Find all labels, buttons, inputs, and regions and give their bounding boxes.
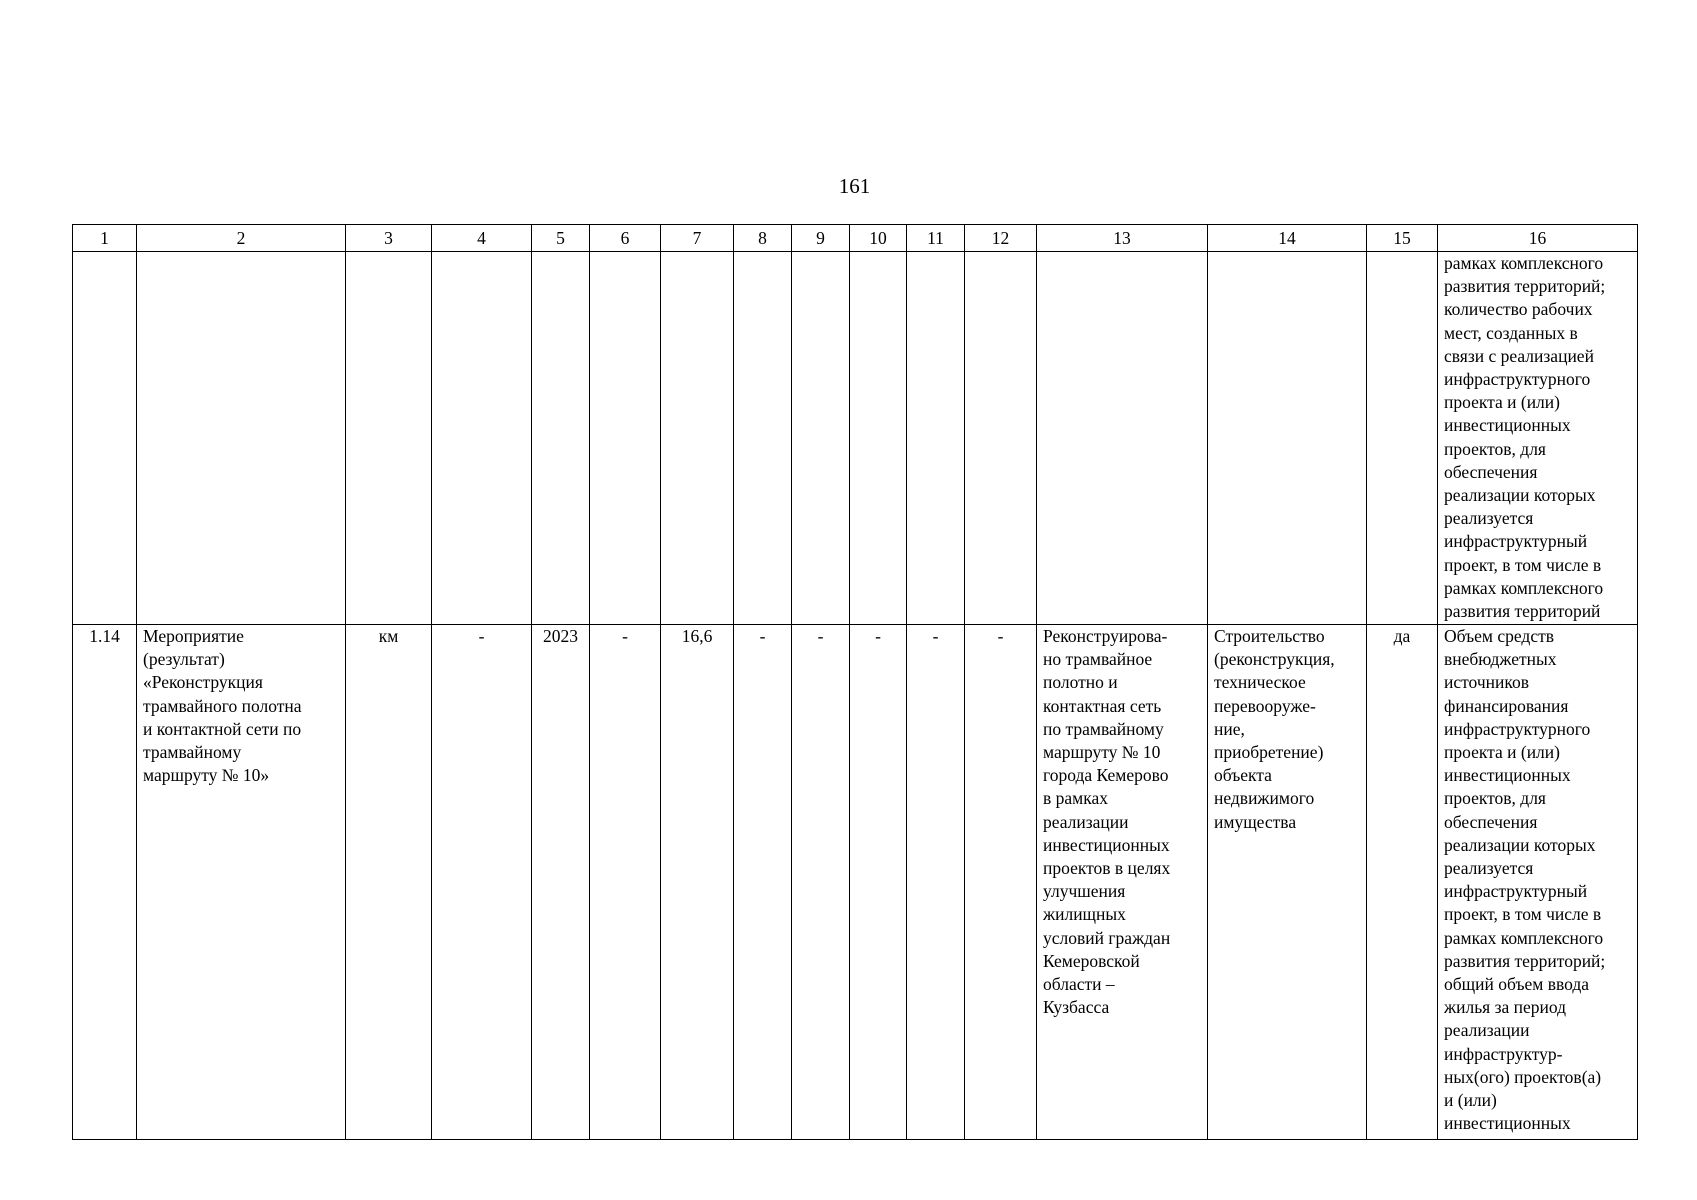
column-header: 7 [661,225,734,252]
table-cell: - [965,625,1037,1140]
column-header: 13 [1037,225,1208,252]
table-cell [907,252,965,625]
table-cell [965,252,1037,625]
column-header: 3 [346,225,432,252]
column-number-row [73,225,1638,252]
table-cell: - [850,625,907,1140]
column-header: 6 [590,225,661,252]
table-row [73,252,1638,625]
page-number: 161 [838,174,871,198]
table-cell [432,252,532,625]
column-header: 11 [907,225,965,252]
activity-name-cell: Мероприятие (результат) «Реконструкция трамвайного полотна и контактной сети по трамвайному маршруту № 10» [137,625,346,1140]
column-header: 12 [965,225,1037,252]
column-header: 1 [73,225,137,252]
table-cell: - [432,625,532,1140]
table-cell [1037,252,1208,625]
indicator-description-cell: рамках комплексного развития территорий; количество рабочих мест, созданных в связи с реализацией инфраструктурного проекта и (или) инвестиционных проектов, для обеспечения реализации которых реализуется инфраструктурный проект, в том числе в рамках комплексного развития территорий [1438,252,1638,625]
table-cell [850,252,907,625]
unit-cell: км [346,625,432,1140]
table-cell [346,252,432,625]
column-header: 10 [850,225,907,252]
table-cell [137,252,346,625]
row-number-cell: 1.14 [73,625,137,1140]
table-cell: - [734,625,792,1140]
table-cell [73,252,137,625]
table-cell [661,252,734,625]
column-header: 14 [1208,225,1367,252]
table-cell: - [792,625,850,1140]
table-cell [590,252,661,625]
column-header: 15 [1367,225,1438,252]
table-cell [792,252,850,625]
table-cell: - [907,625,965,1140]
column-header: 5 [532,225,590,252]
column-header: 2 [137,225,346,252]
table-cell [734,252,792,625]
column-header: 4 [432,225,532,252]
indicator-description-cell: Объем средств внебюджетных источников финансирования инфраструктурного проекта и (или) инвестиционных проектов, для обеспечения реализации которых реализуется инфраструктурный проект, в том числе в рамках комплексного развития территорий; общий объем ввода жилья за период реализации инфраструктур- ных(ого) проектов(а) и (или) инвестиционных [1438,625,1638,1140]
year-cell: 2023 [532,625,590,1140]
table-cell [532,252,590,625]
result-description-cell: Реконструирова- но трамвайное полотно и контактная сеть по трамвайному маршруту № 10 города Кемерово в рамках реализации инвестиционных проектов в целях улучшения жилищных условий граждан Кемеровской области – Кузбасса [1037,625,1208,1140]
flag-cell: да [1367,625,1438,1140]
result-type-cell: Строительство (реконструкция, техническое перевооруже- ние, приобретение) объекта недвижимого имущества [1208,625,1367,1140]
table-cell: - [590,625,661,1140]
data-table [72,224,1638,1140]
value-cell: 16,6 [661,625,734,1140]
column-header: 8 [734,225,792,252]
column-header: 9 [792,225,850,252]
table-row [73,625,1638,1140]
table-cell [1208,252,1367,625]
column-header: 16 [1438,225,1638,252]
table-cell [1367,252,1438,625]
